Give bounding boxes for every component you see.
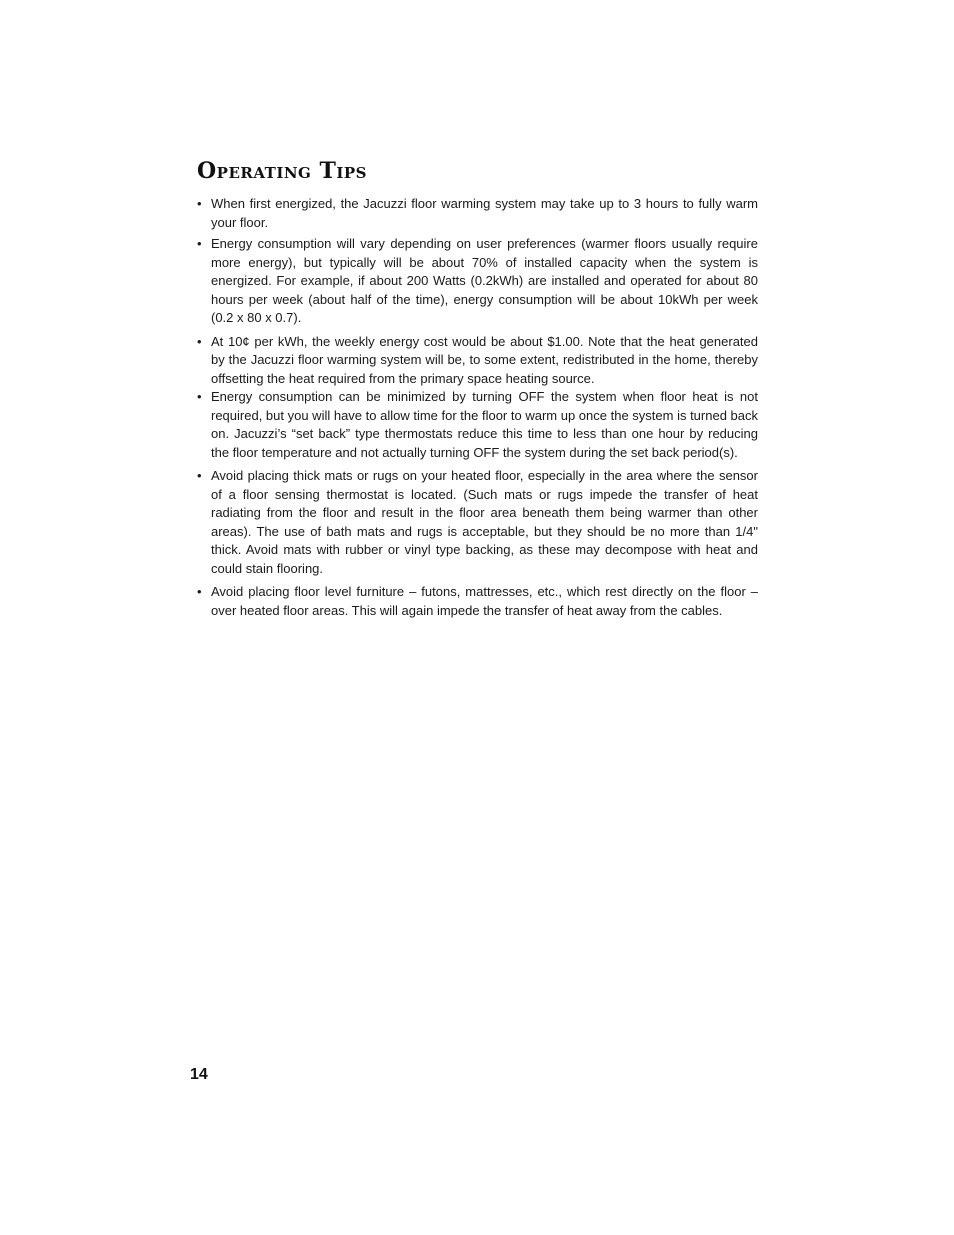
bullet-icon: •	[197, 468, 202, 483]
tip-text: Energy consumption will vary depending on user preferences (warmer floors usually require more energy), but typically will be about 70% of installed capacity when the system is energized. For example, if about 200 Watts (0.2kWh) are installed and operated for about 80 hours per week (about half of the time), energy consumption will be about 10kWh per week (0.2 x 80 x 0.7).	[211, 236, 758, 325]
tip-text: When first energized, the Jacuzzi floor warming system may take up to 3 hours to fully warm your floor.	[211, 196, 758, 230]
tip-text: Avoid placing floor level furniture – futons, mattresses, etc., which rest directly on the floor – over heated floor areas. This will again impede the transfer of heat away from the cables.	[211, 584, 758, 618]
page-number: 14	[190, 1066, 208, 1083]
list-item	[197, 195, 758, 232]
bullet-icon: •	[197, 389, 202, 404]
bullet-icon: •	[197, 236, 202, 251]
tip-text: Avoid placing thick mats or rugs on your heated floor, especially in the area where the sensor of a floor sensing thermostat is located. (Such mats or rugs impede the transfer of heat radiating from the floor and result in the floor area beneath them being warmer than other areas). The use of bath mats and rugs is acceptable, but they should be no more than 1/4" thick. Avoid mats with rubber or vinyl type backing, as these may decompose with heat and could stain flooring.	[211, 468, 758, 576]
bullet-icon: •	[197, 196, 202, 211]
operating-tips-list	[197, 195, 758, 625]
tip-text: At 10¢ per kWh, the weekly energy cost would be about $1.00. Note that the heat generated by the Jacuzzi floor warming system will be, to some extent, redistributed in the home, thereby offsetting the heat required from the primary space heating source.	[211, 333, 758, 386]
list-item	[197, 583, 758, 620]
bullet-icon: •	[197, 584, 202, 599]
section-heading: Operating Tips	[197, 158, 368, 184]
list-item	[197, 333, 758, 389]
list-item	[197, 235, 758, 328]
list-item	[197, 467, 758, 578]
bullet-icon: •	[197, 333, 202, 349]
tip-text: Energy consumption can be minimized by turning OFF the system when floor heat is not required, but you will have to allow time for the floor to warm up once the system is turned back on. Jacuzzi’s “set back” type thermostats reduce this time to less than one hour by reducing the floor temperature and not actually turning OFF the system during the set back period(s).	[211, 389, 758, 460]
list-item	[197, 388, 758, 462]
